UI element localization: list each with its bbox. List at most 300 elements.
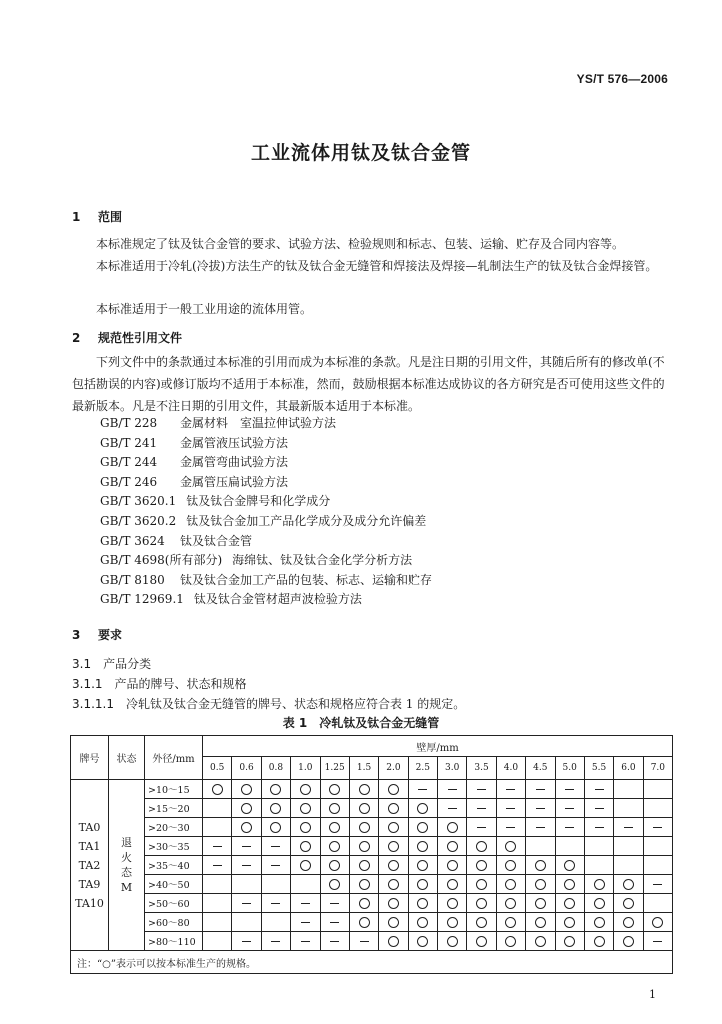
empty-cell — [203, 894, 232, 913]
thickness-header-cell: 1.5 — [349, 757, 378, 780]
thickness-header-cell: 4.0 — [496, 757, 525, 780]
available-cell — [320, 875, 349, 894]
available-cell — [320, 818, 349, 837]
available-cell — [496, 856, 525, 875]
circle-mark-icon — [359, 822, 370, 833]
state-label: 态 — [121, 866, 132, 879]
unavailable-cell — [643, 875, 672, 894]
unavailable-cell — [555, 799, 584, 818]
od-range-cell: >40～50 — [145, 875, 203, 894]
empty-cell — [643, 856, 672, 875]
grade-label: TA0 — [78, 820, 101, 834]
unavailable-cell — [203, 856, 232, 875]
circle-mark-icon — [564, 860, 575, 871]
od-range-cell: >60～80 — [145, 913, 203, 932]
grade-cell — [71, 780, 109, 951]
thickness-header-cell: 0.5 — [203, 757, 232, 780]
grade-label: TA9 — [78, 877, 101, 891]
available-cell — [379, 913, 408, 932]
empty-cell — [261, 913, 290, 932]
scope-paragraph-1: 本标准规定了钛及钛合金管的要求、试验方法、检验规则和标志、包装、运输、贮存及合同内容等。 — [96, 237, 625, 251]
unavailable-cell — [261, 856, 290, 875]
dash-mark-icon — [506, 789, 515, 790]
available-cell — [379, 780, 408, 799]
page-number: 1 — [649, 988, 656, 1001]
available-cell — [555, 932, 584, 951]
unavailable-cell — [291, 932, 320, 951]
circle-mark-icon — [447, 822, 458, 833]
circle-mark-icon — [623, 879, 634, 890]
available-cell — [261, 780, 290, 799]
empty-cell — [232, 913, 261, 932]
empty-cell — [291, 875, 320, 894]
unavailable-cell — [496, 818, 525, 837]
empty-cell — [643, 837, 672, 856]
table-title: 冷轧钛及钛合金无缝管 — [319, 716, 440, 730]
unavailable-cell — [584, 799, 613, 818]
thickness-header-cell: 6.0 — [614, 757, 643, 780]
dash-mark-icon — [301, 941, 310, 942]
od-range-cell: >50～60 — [145, 894, 203, 913]
section-number: 3 — [72, 628, 81, 642]
circle-mark-icon — [388, 898, 399, 909]
available-cell — [379, 932, 408, 951]
circle-mark-icon — [476, 936, 487, 947]
grade-column-header: 牌号 — [71, 736, 109, 780]
empty-cell — [584, 837, 613, 856]
circle-mark-icon — [476, 917, 487, 928]
circle-mark-icon — [535, 917, 546, 928]
available-cell — [232, 799, 261, 818]
unavailable-cell — [555, 780, 584, 799]
available-cell — [526, 875, 555, 894]
dash-mark-icon — [448, 808, 457, 809]
unavailable-cell — [291, 913, 320, 932]
unavailable-cell — [261, 894, 290, 913]
available-cell — [438, 818, 467, 837]
empty-cell — [203, 932, 232, 951]
available-cell — [584, 875, 613, 894]
clause-3-1-1: 3.1.1 产品的牌号、状态和规格 — [72, 677, 247, 691]
dash-mark-icon — [242, 846, 251, 847]
circle-mark-icon — [359, 917, 370, 928]
circle-mark-icon — [388, 784, 399, 795]
circle-mark-icon — [388, 822, 399, 833]
dash-mark-icon — [653, 884, 662, 885]
circle-mark-icon — [300, 860, 311, 871]
reference-item: GB/T 8180 钛及钛合金加工产品的包装、标志、运输和贮存 — [100, 572, 433, 587]
unavailable-cell — [526, 780, 555, 799]
section-title: 范围 — [98, 210, 123, 224]
circle-mark-icon — [535, 860, 546, 871]
circle-mark-icon — [476, 898, 487, 909]
available-cell — [438, 894, 467, 913]
circle-mark-icon — [564, 898, 575, 909]
dash-mark-icon — [330, 922, 339, 923]
circle-mark-icon — [417, 841, 428, 852]
available-cell — [614, 913, 643, 932]
circle-mark-icon — [505, 841, 516, 852]
unavailable-cell — [291, 894, 320, 913]
circle-mark-icon — [359, 898, 370, 909]
thickness-header-cell: 3.5 — [467, 757, 496, 780]
circle-mark-icon — [388, 917, 399, 928]
available-cell — [584, 932, 613, 951]
available-cell — [408, 894, 437, 913]
od-range-cell: >35～40 — [145, 856, 203, 875]
dash-mark-icon — [536, 808, 545, 809]
circle-mark-icon — [212, 784, 223, 795]
empty-cell — [261, 875, 290, 894]
available-cell — [467, 837, 496, 856]
circle-mark-icon — [447, 879, 458, 890]
circle-mark-icon — [564, 936, 575, 947]
unavailable-cell — [232, 837, 261, 856]
state-cell — [109, 780, 145, 951]
dash-mark-icon — [213, 865, 222, 866]
dash-mark-icon — [301, 922, 310, 923]
state-label: 退 — [121, 836, 132, 849]
thickness-header-cell: 5.0 — [555, 757, 584, 780]
available-cell — [261, 818, 290, 837]
unavailable-cell — [261, 932, 290, 951]
empty-cell — [526, 837, 555, 856]
available-cell — [467, 856, 496, 875]
dash-mark-icon — [653, 941, 662, 942]
wall-thickness-header: 壁厚/mm — [203, 736, 673, 757]
circle-mark-icon — [623, 898, 634, 909]
circle-mark-icon — [505, 917, 516, 928]
circle-mark-icon — [417, 879, 428, 890]
section-title: 规范性引用文件 — [98, 331, 183, 345]
circle-mark-icon — [594, 898, 605, 909]
available-cell — [584, 894, 613, 913]
grade-label: TA2 — [78, 858, 101, 872]
available-cell — [614, 875, 643, 894]
circle-mark-icon — [388, 803, 399, 814]
unavailable-cell — [232, 856, 261, 875]
unavailable-cell — [584, 818, 613, 837]
available-cell — [349, 856, 378, 875]
unavailable-cell — [232, 894, 261, 913]
empty-cell — [203, 818, 232, 837]
unavailable-cell — [614, 818, 643, 837]
unavailable-cell — [496, 799, 525, 818]
available-cell — [526, 894, 555, 913]
circle-mark-icon — [447, 841, 458, 852]
circle-mark-icon — [623, 936, 634, 947]
circle-mark-icon — [505, 879, 516, 890]
circle-mark-icon — [417, 898, 428, 909]
empty-cell — [643, 780, 672, 799]
available-cell — [320, 856, 349, 875]
available-cell — [291, 780, 320, 799]
circle-mark-icon — [359, 860, 370, 871]
circle-mark-icon — [329, 879, 340, 890]
dash-mark-icon — [418, 789, 427, 790]
dash-mark-icon — [271, 865, 280, 866]
available-cell — [349, 780, 378, 799]
circle-mark-icon — [329, 784, 340, 795]
circle-mark-icon — [476, 841, 487, 852]
clause-3-1: 3.1 产品分类 — [72, 657, 152, 671]
reference-item: GB/T 3620.1 钛及钛合金牌号和化学成分 — [100, 494, 331, 509]
dash-mark-icon — [595, 789, 604, 790]
grade-label: TA1 — [78, 839, 101, 853]
state-label: 火 — [121, 851, 132, 864]
available-cell — [584, 913, 613, 932]
available-cell — [555, 856, 584, 875]
circle-mark-icon — [241, 784, 252, 795]
grade-label: TA10 — [75, 896, 104, 910]
section-title: 要求 — [98, 628, 123, 642]
table-row — [71, 932, 673, 951]
dash-mark-icon — [565, 789, 574, 790]
empty-cell — [584, 856, 613, 875]
table-row — [71, 875, 673, 894]
dash-mark-icon — [595, 808, 604, 809]
circle-mark-icon — [300, 784, 311, 795]
empty-cell — [614, 780, 643, 799]
table-row — [71, 894, 673, 913]
empty-cell — [614, 837, 643, 856]
available-cell — [526, 913, 555, 932]
scope-paragraph-3: 本标准适用于一般工业用途的流体用管。 — [96, 302, 313, 316]
table-note: 注：“○”表示可以按本标准生产的规格。 — [71, 951, 673, 974]
dash-mark-icon — [624, 827, 633, 828]
unavailable-cell — [467, 818, 496, 837]
reference-item: GB/T 241 金属管液压试验方法 — [100, 435, 289, 450]
dash-mark-icon — [330, 941, 339, 942]
circle-mark-icon — [447, 936, 458, 947]
circle-mark-icon — [564, 917, 575, 928]
available-cell — [496, 932, 525, 951]
unavailable-cell — [584, 780, 613, 799]
unavailable-cell — [526, 799, 555, 818]
unavailable-cell — [320, 932, 349, 951]
dash-mark-icon — [448, 789, 457, 790]
available-cell — [496, 875, 525, 894]
available-cell — [496, 894, 525, 913]
available-cell — [291, 799, 320, 818]
available-cell — [614, 894, 643, 913]
state-column-header: 状态 — [109, 736, 145, 780]
available-cell — [261, 799, 290, 818]
table-row — [71, 780, 673, 799]
available-cell — [643, 913, 672, 932]
document-code: YS/T 576—2006 — [576, 72, 668, 86]
circle-mark-icon — [359, 879, 370, 890]
available-cell — [438, 856, 467, 875]
empty-cell — [643, 799, 672, 818]
circle-mark-icon — [388, 936, 399, 947]
od-range-cell: >10～15 — [145, 780, 203, 799]
spec-table — [70, 735, 673, 974]
thickness-header-cell: 1.0 — [291, 757, 320, 780]
dash-mark-icon — [301, 903, 310, 904]
dash-mark-icon — [213, 846, 222, 847]
empty-cell — [614, 799, 643, 818]
available-cell — [467, 932, 496, 951]
circle-mark-icon — [270, 822, 281, 833]
empty-cell — [203, 875, 232, 894]
available-cell — [555, 894, 584, 913]
section-2-heading — [72, 329, 182, 346]
available-cell — [526, 932, 555, 951]
reference-item: GB/T 3620.2 钛及钛合金加工产品化学成分及成分允许偏差 — [100, 513, 427, 528]
circle-mark-icon — [300, 841, 311, 852]
available-cell — [408, 932, 437, 951]
dash-mark-icon — [330, 903, 339, 904]
dash-mark-icon — [506, 808, 515, 809]
refs-paragraph: 下列文件中的条款通过本标准的引用而成为本标准的条款。凡是注日期的引用文件，其随后所有的修改单(不包括勘误的内容)或修订版均不适用于本标准，然而，鼓励根据本标准达成协议的各方研究是否可使用这些文件的最新版本。凡是不注日期的引用文件，其最新版本适用于本标准。 — [72, 355, 665, 413]
reference-item: GB/T 3624 钛及钛合金管 — [100, 533, 253, 548]
dash-mark-icon — [536, 789, 545, 790]
dash-mark-icon — [242, 941, 251, 942]
available-cell — [467, 875, 496, 894]
table-row — [71, 818, 673, 837]
available-cell — [438, 932, 467, 951]
unavailable-cell — [467, 799, 496, 818]
table-number: 表 1 — [282, 716, 308, 730]
circle-mark-icon — [535, 879, 546, 890]
available-cell — [408, 837, 437, 856]
reference-item: GB/T 4698(所有部分) 海绵钛、钛及钛合金化学分析方法 — [100, 553, 413, 568]
circle-mark-icon — [417, 917, 428, 928]
circle-mark-icon — [505, 936, 516, 947]
circle-mark-icon — [359, 841, 370, 852]
available-cell — [408, 856, 437, 875]
dash-mark-icon — [360, 941, 369, 942]
circle-mark-icon — [535, 898, 546, 909]
unavailable-cell — [203, 837, 232, 856]
available-cell — [232, 818, 261, 837]
table-caption — [0, 714, 722, 731]
available-cell — [349, 818, 378, 837]
dash-mark-icon — [271, 941, 280, 942]
circle-mark-icon — [388, 860, 399, 871]
od-column-header: 外径/mm — [145, 736, 203, 780]
available-cell — [379, 894, 408, 913]
dash-mark-icon — [477, 808, 486, 809]
available-cell — [526, 856, 555, 875]
available-cell — [408, 818, 437, 837]
circle-mark-icon — [241, 822, 252, 833]
dash-mark-icon — [565, 827, 574, 828]
available-cell — [555, 913, 584, 932]
empty-cell — [643, 894, 672, 913]
thickness-header-cell: 0.6 — [232, 757, 261, 780]
reference-item: GB/T 244 金属管弯曲试验方法 — [100, 455, 289, 470]
available-cell — [291, 818, 320, 837]
circle-mark-icon — [505, 898, 516, 909]
available-cell — [467, 913, 496, 932]
dash-mark-icon — [271, 846, 280, 847]
dash-mark-icon — [506, 827, 515, 828]
available-cell — [555, 875, 584, 894]
unavailable-cell — [496, 780, 525, 799]
section-3-heading — [72, 626, 122, 643]
section-number: 2 — [72, 331, 81, 345]
circle-mark-icon — [447, 860, 458, 871]
available-cell — [291, 856, 320, 875]
circle-mark-icon — [241, 803, 252, 814]
thickness-header-cell: 0.8 — [261, 757, 290, 780]
circle-mark-icon — [388, 879, 399, 890]
available-cell — [438, 913, 467, 932]
table-row — [71, 799, 673, 818]
circle-mark-icon — [359, 784, 370, 795]
circle-mark-icon — [535, 936, 546, 947]
od-range-cell: >20～30 — [145, 818, 203, 837]
circle-mark-icon — [329, 841, 340, 852]
available-cell — [379, 875, 408, 894]
empty-cell — [232, 875, 261, 894]
table-row — [71, 837, 673, 856]
available-cell — [349, 894, 378, 913]
available-cell — [349, 875, 378, 894]
od-range-cell: >30～35 — [145, 837, 203, 856]
unavailable-cell — [555, 818, 584, 837]
dash-mark-icon — [271, 903, 280, 904]
od-range-cell: >80～110 — [145, 932, 203, 951]
available-cell — [614, 932, 643, 951]
available-cell — [467, 894, 496, 913]
table-row — [71, 856, 673, 875]
available-cell — [349, 799, 378, 818]
circle-mark-icon — [417, 860, 428, 871]
reference-item: GB/T 228 金属材料 室温拉伸试验方法 — [100, 416, 337, 430]
circle-mark-icon — [564, 879, 575, 890]
circle-mark-icon — [652, 917, 663, 928]
dash-mark-icon — [536, 827, 545, 828]
circle-mark-icon — [417, 822, 428, 833]
thickness-header-cell: 5.5 — [584, 757, 613, 780]
available-cell — [320, 837, 349, 856]
unavailable-cell — [467, 780, 496, 799]
thickness-header-cell: 1.25 — [320, 757, 349, 780]
available-cell — [320, 780, 349, 799]
available-cell — [408, 875, 437, 894]
circle-mark-icon — [623, 917, 634, 928]
dash-mark-icon — [242, 903, 251, 904]
circle-mark-icon — [417, 803, 428, 814]
dash-mark-icon — [242, 865, 251, 866]
od-range-cell: >15～20 — [145, 799, 203, 818]
state-label: M — [120, 881, 133, 894]
circle-mark-icon — [359, 803, 370, 814]
dash-mark-icon — [653, 827, 662, 828]
table-row — [71, 913, 673, 932]
circle-mark-icon — [476, 879, 487, 890]
circle-mark-icon — [594, 936, 605, 947]
reference-item: GB/T 246 金属管压扁试验方法 — [100, 474, 289, 489]
normative-reference-list — [100, 414, 432, 610]
thickness-header-cell: 3.0 — [438, 757, 467, 780]
circle-mark-icon — [447, 917, 458, 928]
section-1-heading — [72, 208, 122, 225]
circle-mark-icon — [329, 860, 340, 871]
section-number: 1 — [72, 210, 81, 224]
circle-mark-icon — [300, 822, 311, 833]
available-cell — [203, 780, 232, 799]
circle-mark-icon — [594, 879, 605, 890]
circle-mark-icon — [388, 841, 399, 852]
circle-mark-icon — [594, 917, 605, 928]
scope-paragraph-2: 本标准适用于冷轧(冷拔)方法生产的钛及钛合金无缝管和焊接法及焊接—轧制法生产的钛及钛合金焊接管。 — [96, 259, 658, 273]
unavailable-cell — [438, 780, 467, 799]
unavailable-cell — [320, 913, 349, 932]
